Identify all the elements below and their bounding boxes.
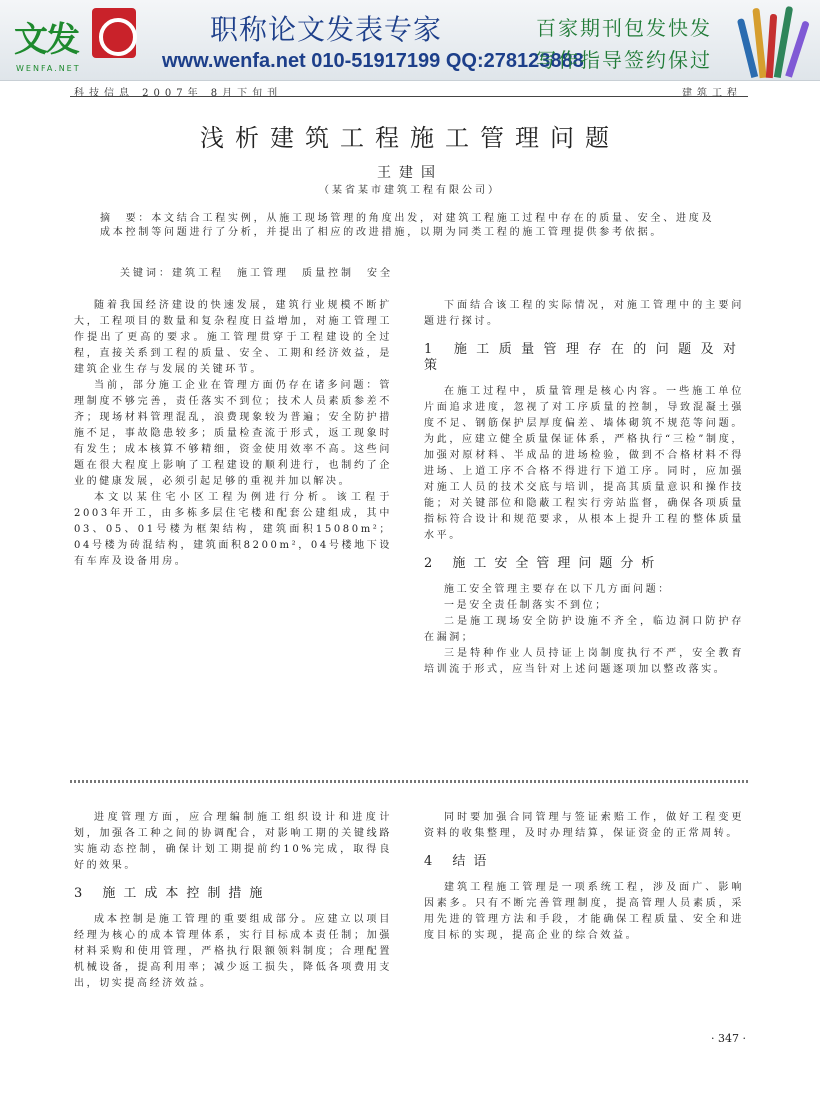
paragraph: 一是安全责任制落实不到位；	[444, 600, 608, 611]
article-abstract: 摘 要：本文结合工程实例，从施工现场管理的角度出发，对建筑工程施工过程中存在的质量、安全、进度及成本控制等问题进行了分析，并提出了相应的改进措施，以期为同类工程的施工管理提供参考依据。	[100, 213, 715, 238]
paragraph: 建筑工程施工管理是一项系统工程，涉及面广、影响因素多。只有不断完善管理制度，提高管理人员素质，采用先进的管理方法和手段，才能确保工程质量、安全和进度目标的实现，提高企业的综合效益。	[424, 882, 744, 941]
banner-slogan-1: 百家期刊包发快发	[536, 16, 712, 40]
paragraph: 当前，部分施工企业在管理方面仍存在诸多问题：管理制度不够完善，责任落实不到位；技术人员素质参差不齐；现场材料管理混乱，浪费现象较为普遍；安全防护措施不足，事故隐患较多；质量检查流于形式，返工现象时有发生；成本核算不够精细，资金使用效率不高。这些问题在很大程度上影响了工程建设的顺利进行，也制约了企业的健康发展，必须引起足够的重视并加以解决。	[74, 380, 392, 487]
banner-slogan-2: 写作指导签约保过	[536, 48, 712, 72]
pencils-icon	[742, 2, 814, 78]
paragraph: 本文以某住宅小区工程为例进行分析。该工程于2003年开工，由多栋多层住宅楼和配套公建组成，其中03、05、01号楼为框架结构，建筑面积15080m²；04号楼为砖混结构，建筑面积8200m²，04号楼地下设有车库及设备用房。	[74, 492, 392, 567]
section-heading-3: 3 施工成本控制措施	[74, 886, 271, 901]
banner-title: 职称论文发表专家	[210, 13, 443, 46]
article-keywords: 关键词：建筑工程 施工管理 质量控制 安全	[120, 268, 393, 279]
running-header-right: 建筑工程	[682, 88, 742, 99]
article-title: 浅析建筑工程施工管理问题	[200, 124, 620, 152]
dotted-divider	[70, 780, 748, 783]
paragraph: 随着我国经济建设的快速发展，建筑行业规模不断扩大，工程项目的数量和复杂程度日益增加，对施工管理工作提出了更高的要求。施工管理贯穿于工程建设的全过程，直接关系到工程的质量、安全、工期和经济效益，是建筑企业生存与发展的关键环节。	[74, 300, 392, 375]
article-affiliation: （某省某市建筑工程有限公司）	[319, 185, 501, 196]
paragraph: 三是特种作业人员持证上岗制度执行不严，安全教育培训流于形式，应当针对上述问题逐项加以整改落实。	[424, 648, 744, 675]
section-heading-2: 2 施工安全管理问题分析	[424, 556, 663, 571]
paragraph: 成本控制是施工管理的重要组成部分。应建立以项目经理为核心的成本管理体系，实行目标成本责任制；加强材料采购和使用管理，严格执行限额领料制度；合理配置机械设备，提高利用率；减少返工损失，降低各项费用支出，切实提高经济效益。	[74, 914, 392, 989]
site-logo[interactable]	[14, 6, 136, 74]
body-column-2	[424, 298, 744, 678]
page-number: · 347 ·	[711, 1032, 746, 1045]
paragraph: 在施工过程中，质量管理是核心内容。一些施工单位片面追求进度，忽视了对工序质量的控制，导致混凝土强度不足、钢筋保护层厚度偏差、墙体砌筑不规范等问题。为此，应建立健全质量保证体系，严格执行“三检”制度，加强对原材料、半成品的进场检验，做到不合格材料不得进场、上道工序不合格不得进行下道工序。同时，应加强对施工人员的技术交底与培训，提高其质量意识和操作技能；对关键部位和隐蔽工程实行旁站监督，确保各项质量指标符合设计和规范要求，从根本上提升工程的整体质量水平。	[424, 386, 744, 541]
body-column-3	[74, 810, 392, 992]
paragraph: 施工安全管理主要存在以下几方面问题：	[444, 584, 671, 595]
body-column-4	[424, 810, 744, 944]
paragraph: 下面结合该工程的实际情况，对施工管理中的主要问题进行探讨。	[424, 300, 744, 327]
paragraph: 二是施工现场安全防护设施不齐全，临边洞口防护存在漏洞；	[424, 616, 744, 643]
article-author: 王建国	[377, 165, 443, 181]
paragraph: 进度管理方面，应合理编制施工组织设计和进度计划，加强各工种之间的协调配合，对影响工期的关键线路实施动态控制，确保计划工期提前约10%完成，取得良好的效果。	[74, 812, 392, 871]
section-heading-4: 4 结语	[424, 854, 495, 869]
logo-subtext: WENFA.NET	[16, 64, 81, 73]
site-banner	[0, 0, 820, 81]
banner-contact[interactable]: www.wenfa.net 010-51917199 QQ:278123888	[162, 50, 584, 72]
paragraph: 同时要加强合同管理与签证索赔工作，做好工程变更资料的收集整理，及时办理结算，保证资金的正常周转。	[424, 812, 744, 839]
logo-seal-icon	[92, 8, 136, 58]
section-heading-1: 1 施工质量管理存在的问题及对策	[424, 342, 744, 373]
logo-text: 文发	[14, 20, 78, 60]
header-rule	[70, 96, 748, 97]
body-column-1	[74, 298, 392, 570]
running-header-left: 科技信息 2007年 8月下旬刊	[74, 88, 283, 99]
